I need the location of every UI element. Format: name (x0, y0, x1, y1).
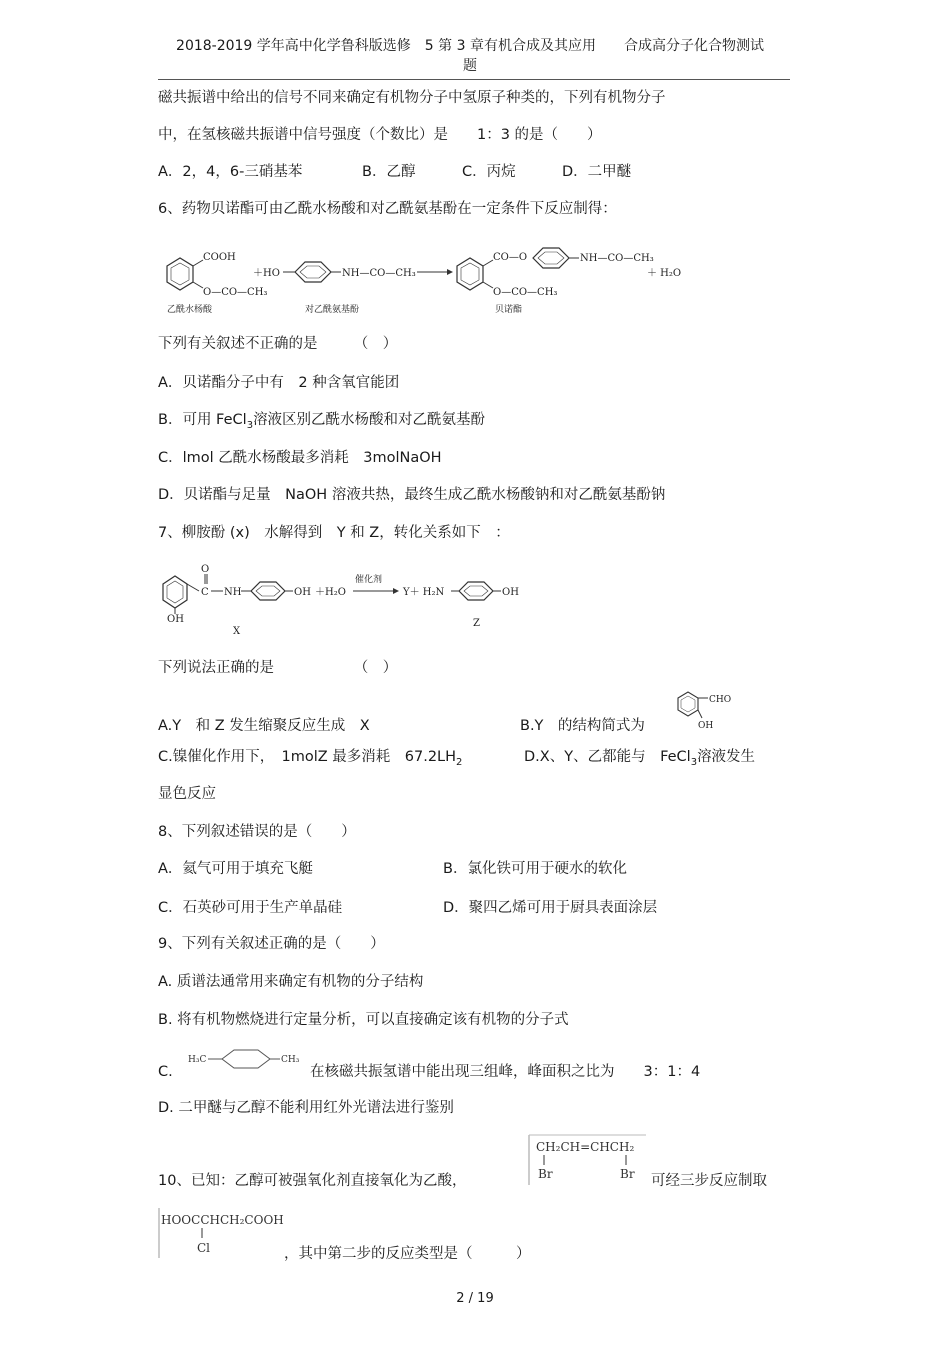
q7-oh-x-ortho: OH (167, 614, 184, 625)
q6-ask: 下列有关叙述不正确的是 （ ） (158, 336, 398, 352)
q10-product-chain: HOOCCHCH₂COOH (161, 1213, 284, 1227)
q6-nhcoch3: NH—CO—CH₃ (342, 268, 416, 279)
q6-name-benorilate: 贝诺酯 (495, 305, 523, 315)
q7-stem: 7、柳胺酚 (x) 水解得到 Y 和 Z，转化关系如下 ： (158, 525, 510, 541)
q9-h3c: H₃C (188, 1055, 207, 1065)
q7-label-x: X (233, 626, 241, 636)
q7-oh-x: OH (294, 587, 311, 598)
header-title-line2: 题 (463, 58, 477, 74)
q7-oh-z: OH (502, 587, 519, 598)
q7-carbon: C (201, 587, 209, 598)
q10-br-right: Br (620, 1167, 635, 1181)
q6-nhcoch3-product: NH—CO—CH₃ (580, 253, 654, 264)
q7-option-b: B.Y 的结构简式为 (520, 718, 645, 734)
q10-reactant-chain: CH₂CH=CHCH₂ (536, 1140, 635, 1154)
q7-option-b-structure (672, 688, 746, 732)
q6-option-b: B．可用 FeCl$_3$溶液区别乙酰水杨酸和对乙酰氨基酚 (158, 412, 486, 431)
cont-option-d: D．二甲醚 (562, 164, 632, 180)
q8-option-b: B．氯化铁可用于硬水的软化 (443, 861, 627, 877)
q6-name-paracetamol: 对乙酰氨基酚 (305, 305, 360, 315)
q6-option-a: A．贝诺酯分子中有 2 种含氧官能团 (158, 375, 400, 391)
q6-plus-ho: ＋HO (253, 268, 280, 279)
q9-option-b: B. 将有机物燃烧进行定量分析，可以直接确定该有机物的分子式 (158, 1012, 569, 1028)
q7-option-a: A.Y 和 Z 发生缩聚反应生成 X (158, 718, 370, 734)
cont-option-a: A．2，4，6-三硝基苯 (158, 164, 303, 180)
cont-line-2: 中，在氢核磁共振谱中信号强度（个数比）是 1：3 的是（ ） (158, 127, 602, 143)
q9-option-c-structure (186, 1044, 308, 1080)
q6-cooh: COOH (203, 252, 236, 263)
q7-plus-h2o: ＋H₂O (315, 587, 346, 598)
q6-option-d: D．贝诺酯与足量 NaOH 溶液共热，最终生成乙酰水杨酸钠和对乙酰氨基酚钠 (158, 487, 666, 503)
q7-catalyst: 催化剂 (355, 575, 383, 585)
q9-option-c-text: 在核磁共振氢谱中能出现三组峰，峰面积之比为 3：1：4 (310, 1064, 701, 1080)
q9-ch3: CH₃ (281, 1055, 300, 1065)
q7-option-d: D.X、Y、乙都能与 FeCl$_3$溶液发生 (524, 749, 756, 768)
q10-reactant-structure (526, 1133, 648, 1187)
q7-ask: 下列说法正确的是 （ ） (158, 660, 398, 676)
q7-b-cho: CHO (709, 695, 732, 705)
cont-line-1: 磁共振谱中给出的信号不同来确定有机物分子中氢原子种类的，下列有机物分子 (158, 90, 666, 106)
q6-plus-h2o: ＋ H₂O (647, 268, 682, 279)
q6-option-c: C．lmol 乙酰水杨酸最多消耗 3molNaOH (158, 450, 442, 466)
cont-option-c: C．丙烷 (462, 164, 516, 180)
q7-label-z: Z (473, 618, 480, 629)
q6-ococh3: O—CO—CH₃ (203, 287, 268, 298)
q10-product-structure (157, 1206, 289, 1260)
q10-stem-tail: 可经三步反应制取 (651, 1173, 767, 1189)
q10-stem: 10、已知：乙醇可被强氧化剂直接氧化为乙酸， (158, 1173, 467, 1189)
q8-option-d: D．聚四乙烯可用于厨具表面涂层 (443, 900, 658, 916)
q8-option-a: A．氦气可用于填充飞艇 (158, 861, 313, 877)
q8-stem: 8、下列叙述错误的是（ ） (158, 824, 356, 840)
q7-option-d-cont: 显色反应 (158, 786, 216, 802)
q10-end: ，其中第二步的反应类型是（ ） (284, 1246, 531, 1262)
q6-reaction-figure (155, 240, 695, 320)
q7-carbonyl-o: O (201, 564, 210, 575)
q8-option-c: C．石英砂可用于生产单晶硅 (158, 900, 343, 916)
q9-option-c-label: C. (158, 1064, 173, 1080)
q10-cl: Cl (197, 1241, 211, 1255)
q7-y-plus-h2n: Y＋ H₂N (403, 587, 445, 598)
q6-stem: 6、药物贝诺酯可由乙酰水杨酸和对乙酰氨基酚在一定条件下反应制得： (158, 201, 617, 217)
q6-ococh3-product: O—CO—CH₃ (493, 287, 558, 298)
q7-option-c: C.镍催化作用下， 1molZ 最多消耗 $67.2LH_2$ (158, 749, 463, 768)
q6-name-aspirin: 乙酰水杨酸 (167, 305, 213, 315)
q7-nh: NH (224, 587, 242, 598)
page-header (150, 36, 790, 76)
q10-br-left: Br (538, 1167, 553, 1181)
page-number: 2 / 19 (456, 1291, 494, 1306)
q9-stem: 9、下列有关叙述正确的是（ ） (158, 936, 385, 952)
q9-option-d: D. 二甲醚与乙醇不能利用红外光谱法进行鉴别 (158, 1100, 454, 1116)
header-divider (158, 79, 790, 80)
cont-option-b: B．乙醇 (362, 164, 416, 180)
q9-option-a: A. 质谱法通常用来确定有机物的分子结构 (158, 974, 424, 990)
q7-b-oh: OH (698, 721, 714, 731)
header-title-line1: 2018-2019 学年高中化学鲁科版选修 5 第 3 章有机合成及其应用 合成高分子化合物测试 (176, 38, 764, 54)
q6-coo: CO—O (493, 252, 528, 263)
q7-reaction-figure (157, 564, 537, 636)
